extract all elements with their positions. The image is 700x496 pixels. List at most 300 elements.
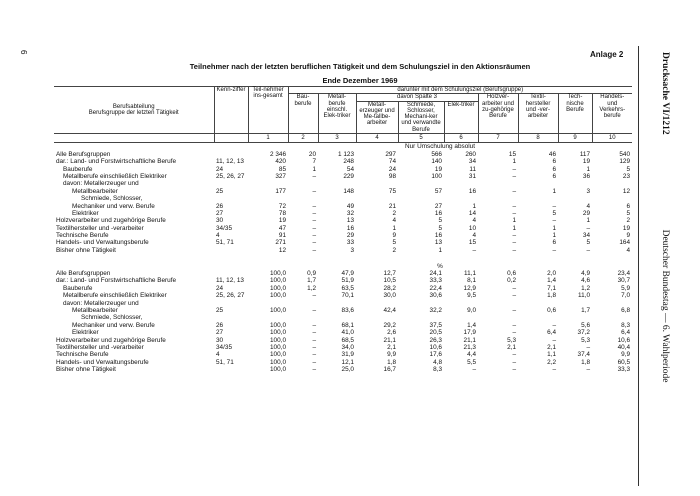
table-body <box>54 143 632 375</box>
row-label: Holzverarbeiter und zugehörige Berufe <box>56 336 166 344</box>
table-cell: 1,8 <box>581 358 590 366</box>
section-spacer-row <box>54 255 632 262</box>
row-label: Holzverarbeiter und zugehörige Berufe <box>56 217 166 225</box>
table-cell: 46 <box>548 150 556 158</box>
table-cell: 91 <box>278 232 286 240</box>
table-cell: 6 <box>552 172 556 180</box>
table-cell: 420 <box>275 158 286 166</box>
row-kennziffer: 26 <box>216 321 224 329</box>
table-cell: 9,0 <box>467 306 476 314</box>
table-cell: 9,5 <box>467 292 476 300</box>
row-label: Schmiede, Schlosser, <box>81 314 143 322</box>
table-cell: 37,5 <box>429 321 442 329</box>
row-label: Mechaniker und verw. Berufe <box>72 202 155 210</box>
row-label: Bisher ohne Tätigkeit <box>56 246 116 254</box>
row-label: davon: Metallerzeuger und <box>63 299 139 307</box>
table-cell: – <box>552 217 556 225</box>
column-number: 4 <box>356 134 398 143</box>
table-cell: 47,9 <box>341 270 354 278</box>
table-cell: 117 <box>579 150 590 158</box>
table-cell: – <box>512 306 516 314</box>
row-label: Schmiede, Schlosser, <box>81 195 143 203</box>
table-subtitle: Ende Dezember 1969 <box>322 76 398 85</box>
table-cell: 5 <box>586 239 590 247</box>
table-cell: 4,8 <box>433 358 442 366</box>
table-cell: 1,4 <box>467 321 476 329</box>
table-cell: 100,0 <box>270 329 286 337</box>
table-cell: – <box>552 366 556 374</box>
table-cell: 1 <box>312 165 316 173</box>
table-cell: 29 <box>346 232 354 240</box>
table-cell: 10,6 <box>429 343 442 351</box>
table-cell: – <box>472 366 476 374</box>
table-cell: 1,8 <box>387 358 396 366</box>
table-cell: 6,4 <box>621 329 631 337</box>
row-kennziffer: 51, 71 <box>216 239 234 247</box>
table-row <box>54 240 632 247</box>
header-handels: Handels- und Verkehrs-berufe <box>592 94 632 134</box>
table-cell: 19 <box>278 217 286 225</box>
table-cell: 260 <box>465 150 476 158</box>
table-cell: 12,1 <box>341 358 354 366</box>
table-cell: 22,4 <box>429 284 442 292</box>
table-cell: 1 <box>512 224 516 232</box>
row-kennziffer: 51, 71 <box>216 358 234 366</box>
spacer-cell <box>54 255 632 262</box>
doc-prefix: Drucksache <box>660 52 670 101</box>
header-schmiede: Schmiede, Schlosser, Mechani-ker und verwandte Berufe <box>398 101 444 133</box>
table-cell: 54 <box>346 165 354 173</box>
row-label: davon: Metallerzeuger und <box>63 180 139 188</box>
table-cell: 75 <box>388 187 396 195</box>
row-label: Textilhersteller und -verarbeiter <box>56 343 144 351</box>
table-cell: 21 <box>388 202 396 210</box>
column-number: 2 <box>288 134 318 143</box>
page-number: 6 <box>19 50 28 55</box>
table-cell: 5 <box>626 165 631 173</box>
table-cell: 2,0 <box>547 270 556 278</box>
table-cell: 0,2 <box>507 277 516 285</box>
table-cell: 4 <box>472 217 476 225</box>
table-cell: 37,2 <box>577 329 590 337</box>
table-cell: 6 <box>552 239 556 247</box>
table-cell: 25,0 <box>341 366 354 374</box>
table-cell: 10,5 <box>383 277 396 285</box>
table-cell: – <box>586 366 590 374</box>
table-cell: 566 <box>431 150 442 158</box>
table-cell: 100,0 <box>270 343 286 351</box>
table-cell: 4,9 <box>581 270 590 278</box>
table-cell: 68,5 <box>341 336 354 344</box>
column-number-row <box>54 134 632 143</box>
table-cell: 1,1 <box>547 351 556 359</box>
table-cell: 1,8 <box>547 292 556 300</box>
table-cell: – <box>512 165 516 173</box>
table-cell: 100,0 <box>270 284 286 292</box>
table-cell: 12,7 <box>383 270 396 278</box>
table-cell: 6 <box>552 165 556 173</box>
table-cell: 24 <box>388 165 396 173</box>
header-teilnehmer: Teil-nehmer ins-gesamt <box>248 87 288 134</box>
table-cell: 13 <box>346 217 354 225</box>
table-cell: 5,5 <box>467 358 476 366</box>
table-cell: 78 <box>278 209 286 217</box>
table-cell: 15 <box>508 150 516 158</box>
table-cell: – <box>312 187 316 195</box>
table-cell: 47 <box>278 224 286 232</box>
table-cell: 51,9 <box>341 277 354 285</box>
row-kennziffer: 34/35 <box>216 343 232 351</box>
table-cell: 0,6 <box>547 306 556 314</box>
table-cell: 83,6 <box>341 306 354 314</box>
table-cell: – <box>512 358 516 366</box>
header-textil: Textil-hersteller und -ver-arbeiter <box>518 94 558 134</box>
table-cell: 3 <box>350 246 354 254</box>
table-cell: 7,0 <box>621 292 631 300</box>
section-label: % <box>437 262 443 270</box>
row-label: Alle Berufsgruppen <box>56 270 111 278</box>
parliament-label: Deutscher Bundestag — 6. Wahlperiode <box>660 229 670 383</box>
table-cell: 49 <box>346 202 354 210</box>
table-cell: 2,1 <box>387 343 396 351</box>
table-cell: 42,4 <box>383 306 396 314</box>
table-cell: – <box>312 239 316 247</box>
table-cell: 100,0 <box>270 358 286 366</box>
margin-rule <box>638 46 639 486</box>
table-cell: 1 123 <box>338 150 354 158</box>
table-cell: – <box>512 239 516 247</box>
table-cell: 2,1 <box>547 343 556 351</box>
table-cell: 6 <box>552 158 556 166</box>
table-cell: 11,1 <box>464 270 476 278</box>
row-kennziffer: 11, 12, 13 <box>216 277 244 285</box>
table-cell: 5,3 <box>581 336 590 344</box>
row-kennziffer: 26 <box>216 202 224 210</box>
table-cell: 540 <box>619 150 631 158</box>
table-cell: 8,1 <box>467 277 476 285</box>
table-cell: 0,6 <box>507 270 516 278</box>
table-row <box>54 204 632 211</box>
row-label: Mechaniker und verw. Berufe <box>72 321 155 329</box>
table-cell: 32,2 <box>429 306 442 314</box>
table-cell: 12 <box>622 187 631 195</box>
table-cell: – <box>512 187 516 195</box>
table-cell: – <box>512 351 516 359</box>
table-cell: – <box>312 209 316 217</box>
column-number: 7 <box>478 134 518 143</box>
table-cell: 6,8 <box>621 306 631 314</box>
table-cell: 100,0 <box>270 321 286 329</box>
row-label: Bauberufe <box>63 165 93 173</box>
header-darunter: darunter mit dem Schulungsziel (Berufsgruppe) <box>288 87 632 94</box>
column-number-blank <box>54 134 214 143</box>
table-cell: 5,6 <box>581 321 590 329</box>
table-cell: 2 346 <box>270 150 286 158</box>
side-margin-text <box>660 52 670 382</box>
table-cell: 2 <box>392 209 396 217</box>
table-cell: 16,7 <box>383 366 396 374</box>
table-cell: 1 <box>552 187 556 195</box>
table-cell: – <box>512 292 516 300</box>
table-cell: 2,1 <box>507 343 516 351</box>
table-cell: – <box>472 246 476 254</box>
column-number-blank <box>214 134 248 143</box>
table-cell: – <box>312 232 316 240</box>
row-kennziffer <box>214 367 248 374</box>
table-cell: 7,1 <box>547 284 556 292</box>
table-row <box>54 367 632 374</box>
table-cell: – <box>512 366 516 374</box>
row-label: Metallberufe einschließlich Elektriker <box>63 172 167 180</box>
table-cell: – <box>586 224 590 232</box>
table-row <box>54 226 632 233</box>
table-cell: 4,4 <box>467 351 476 359</box>
table-cell: 4,6 <box>581 277 590 285</box>
table-cell: 16 <box>468 187 476 195</box>
table-cell: 23,4 <box>617 270 631 278</box>
table-cell: – <box>312 329 316 337</box>
table-cell: 1,7 <box>581 306 590 314</box>
header-berufsabteilung-line1: Berufsabteilung <box>112 103 155 110</box>
table-cell: 68,1 <box>341 321 354 329</box>
table-cell: 248 <box>343 158 354 166</box>
table-cell: 1,4 <box>547 277 556 285</box>
table-cell: 1,7 <box>307 277 316 285</box>
table-cell: – <box>312 336 316 344</box>
column-number: 5 <box>398 134 444 143</box>
column-number: 6 <box>444 134 478 143</box>
header-holzverarbeiter: Holzver-arbeiter und zu-gehörige Berufe <box>478 94 518 134</box>
table-cell: 4 <box>586 202 590 210</box>
table-cell: 20 <box>308 150 316 158</box>
table-cell: – <box>312 224 316 232</box>
table-cell: 34 <box>582 232 590 240</box>
table-cell: 1 <box>512 217 516 225</box>
table-cell: 100,0 <box>270 306 286 314</box>
header-davon-spalte: davon Spalte 3 <box>356 94 478 101</box>
table-cell: 100,0 <box>270 366 286 374</box>
table-cell: – <box>586 343 590 351</box>
table-cell: 9,9 <box>387 351 396 359</box>
row-label: Bauberufe <box>63 284 93 292</box>
table-cell: 17,9 <box>463 329 476 337</box>
table-cell: 164 <box>619 239 631 247</box>
table-cell: 1,2 <box>581 284 590 292</box>
table-cell: 16 <box>434 209 442 217</box>
table-cell: 100,0 <box>270 277 286 285</box>
row-kennziffer <box>214 248 248 255</box>
table-cell: 19 <box>434 165 442 173</box>
row-label: Technische Berufe <box>56 232 109 240</box>
table-cell: 4 <box>472 232 476 240</box>
table-cell: 5 <box>438 217 442 225</box>
row-kennziffer: 25, 26, 27 <box>216 292 245 300</box>
table-cell: 5,3 <box>507 336 516 344</box>
table-cell: 1 <box>472 202 476 210</box>
table-cell: 5 <box>392 239 396 247</box>
table-cell: – <box>512 321 516 329</box>
table-cell: – <box>512 209 516 217</box>
table-cell: – <box>552 246 556 254</box>
table-cell: 11 <box>469 165 476 173</box>
table-cell: 37,4 <box>577 351 590 359</box>
table-cell: 13 <box>434 239 442 247</box>
table-cell: – <box>312 306 316 314</box>
header-metallberufe: Metall-berufe einschl. Elek-triker <box>318 94 356 134</box>
table-cell: 33,3 <box>429 277 442 285</box>
table-cell: 8,3 <box>621 321 631 329</box>
table-cell: 229 <box>343 172 354 180</box>
table-cell: – <box>312 217 316 225</box>
table-cell: 5 <box>438 224 442 232</box>
table-cell: 5 <box>552 209 556 217</box>
table-cell: 1 <box>512 158 516 166</box>
table-cell: 1 <box>552 224 556 232</box>
row-kennziffer: 25, 26, 27 <box>216 172 245 180</box>
table-cell: 19 <box>582 158 590 166</box>
table-cell: 60,5 <box>617 358 631 366</box>
header-kennziffer: Kenn-ziffer <box>214 87 248 134</box>
table-cell: 15 <box>468 239 476 247</box>
row-kennziffer: 4 <box>216 351 220 359</box>
table-cell: 10 <box>468 224 476 232</box>
table-cell: 16 <box>434 232 442 240</box>
table-cell: 1 <box>438 246 442 254</box>
table-cell: 129 <box>619 158 631 166</box>
column-number: 8 <box>518 134 558 143</box>
column-number: 1 <box>248 134 288 143</box>
row-label: Technische Berufe <box>56 351 109 359</box>
table-cell: 63,5 <box>341 284 354 292</box>
row-kennziffer: 11, 12, 13 <box>216 158 244 166</box>
table-cell: 1 <box>586 165 590 173</box>
table-cell: – <box>312 202 316 210</box>
table-cell: 1 <box>392 224 396 232</box>
table-cell: – <box>512 232 516 240</box>
table-cell: 30,7 <box>617 277 631 285</box>
table-row <box>54 293 632 300</box>
table-cell: 0,9 <box>307 270 316 278</box>
table-cell: 10,6 <box>617 336 631 344</box>
row-kennziffer: 25 <box>216 306 224 314</box>
table-cell: – <box>512 284 516 292</box>
table-cell: 28,2 <box>383 284 396 292</box>
row-label: Elektriker <box>72 209 99 217</box>
table-cell: – <box>512 172 516 180</box>
table-cell: 20,5 <box>429 329 442 337</box>
table-cell: – <box>512 202 516 210</box>
table-cell: 6 <box>626 202 631 210</box>
table-cell: 12 <box>278 246 286 254</box>
row-label: Alle Berufsgruppen <box>56 150 111 158</box>
table-cell: 21,1 <box>383 336 396 344</box>
table-cell: 34 <box>468 158 476 166</box>
row-kennziffer: 4 <box>216 232 220 240</box>
table-cell: 30,0 <box>383 292 396 300</box>
table-cell: 9,9 <box>621 351 631 359</box>
table-cell: 177 <box>275 187 286 195</box>
header-bauberufe: Bau-berufe <box>288 94 318 134</box>
column-number: 10 <box>592 134 632 143</box>
table-cell: 70,1 <box>341 292 354 300</box>
table-cell: 31 <box>468 172 476 180</box>
table-cell: 26,3 <box>429 336 442 344</box>
table-cell: 2 <box>392 246 396 254</box>
header-elektriker: Elek-triker <box>444 101 478 133</box>
table-cell: 2 <box>626 217 631 225</box>
row-label: dar.: Land- und Forstwirtschaftliche Berufe <box>56 158 177 166</box>
header-metallerzeuger: Metall-erzeuger und Me-tallbe-arbeiter <box>356 101 398 133</box>
table-cell: – <box>312 321 316 329</box>
column-number: 9 <box>558 134 592 143</box>
table-cell: 6,4 <box>547 329 556 337</box>
table-cell: – <box>312 292 316 300</box>
table-cell: 19 <box>622 224 631 232</box>
table-cell: 100,0 <box>270 351 286 359</box>
table-cell: 98 <box>388 172 396 180</box>
row-kennziffer: 24 <box>216 284 224 292</box>
table-cell: – <box>552 336 556 344</box>
table-cell: 57 <box>434 187 442 195</box>
column-number: 3 <box>318 134 356 143</box>
table-cell: 40,4 <box>617 343 631 351</box>
table-cell: – <box>312 351 316 359</box>
table-cell: 85 <box>278 165 286 173</box>
doc-number: VI/1212 <box>660 102 670 135</box>
table-cell: 271 <box>275 239 286 247</box>
table-cell: 327 <box>275 172 286 180</box>
row-kennziffer: 30 <box>216 217 224 225</box>
table-cell: – <box>586 246 590 254</box>
table-cell: 17,6 <box>429 351 442 359</box>
row-kennziffer: 24 <box>216 165 224 173</box>
row-label: Handels- und Verwaltungsberufe <box>56 239 149 247</box>
table-cell: 27 <box>434 202 442 210</box>
row-kennziffer: 27 <box>216 209 224 217</box>
table-cell: 12,9 <box>463 284 476 292</box>
table-cell: 9 <box>626 232 631 240</box>
row-kennziffer: 27 <box>216 329 224 337</box>
table-cell: 23 <box>622 172 631 180</box>
table-cell: 29,2 <box>383 321 396 329</box>
table-cell: 297 <box>385 150 396 158</box>
table-cell: 100,0 <box>270 336 286 344</box>
table-cell: 1,2 <box>307 284 316 292</box>
row-kennziffer: 30 <box>216 336 224 344</box>
table-cell: 21,3 <box>463 343 476 351</box>
table-cell: 2,6 <box>387 329 396 337</box>
table-cell: 72 <box>278 202 286 210</box>
table-cell: – <box>512 329 516 337</box>
table-cell: 11,0 <box>578 292 590 300</box>
table-cell: – <box>312 343 316 351</box>
row-label: Metallberufe einschließlich Elektriker <box>63 292 167 300</box>
table-cell: 74 <box>388 158 396 166</box>
table-cell: 33,3 <box>617 366 631 374</box>
table-cell: 140 <box>431 158 442 166</box>
row-label: dar.: Land- und Forstwirtschaftliche Berufe <box>56 277 177 285</box>
table-cell: – <box>552 321 556 329</box>
row-label: Metallbearbeiter <box>72 306 118 314</box>
table-cell: 100,0 <box>270 292 286 300</box>
data-table <box>54 86 632 374</box>
table-cell: 148 <box>343 187 354 195</box>
table-cell: 34,0 <box>341 343 354 351</box>
table-cell: 31,9 <box>341 351 354 359</box>
table-row <box>54 159 632 166</box>
table-cell: 5,9 <box>621 284 631 292</box>
table-cell: 100,0 <box>270 270 286 278</box>
